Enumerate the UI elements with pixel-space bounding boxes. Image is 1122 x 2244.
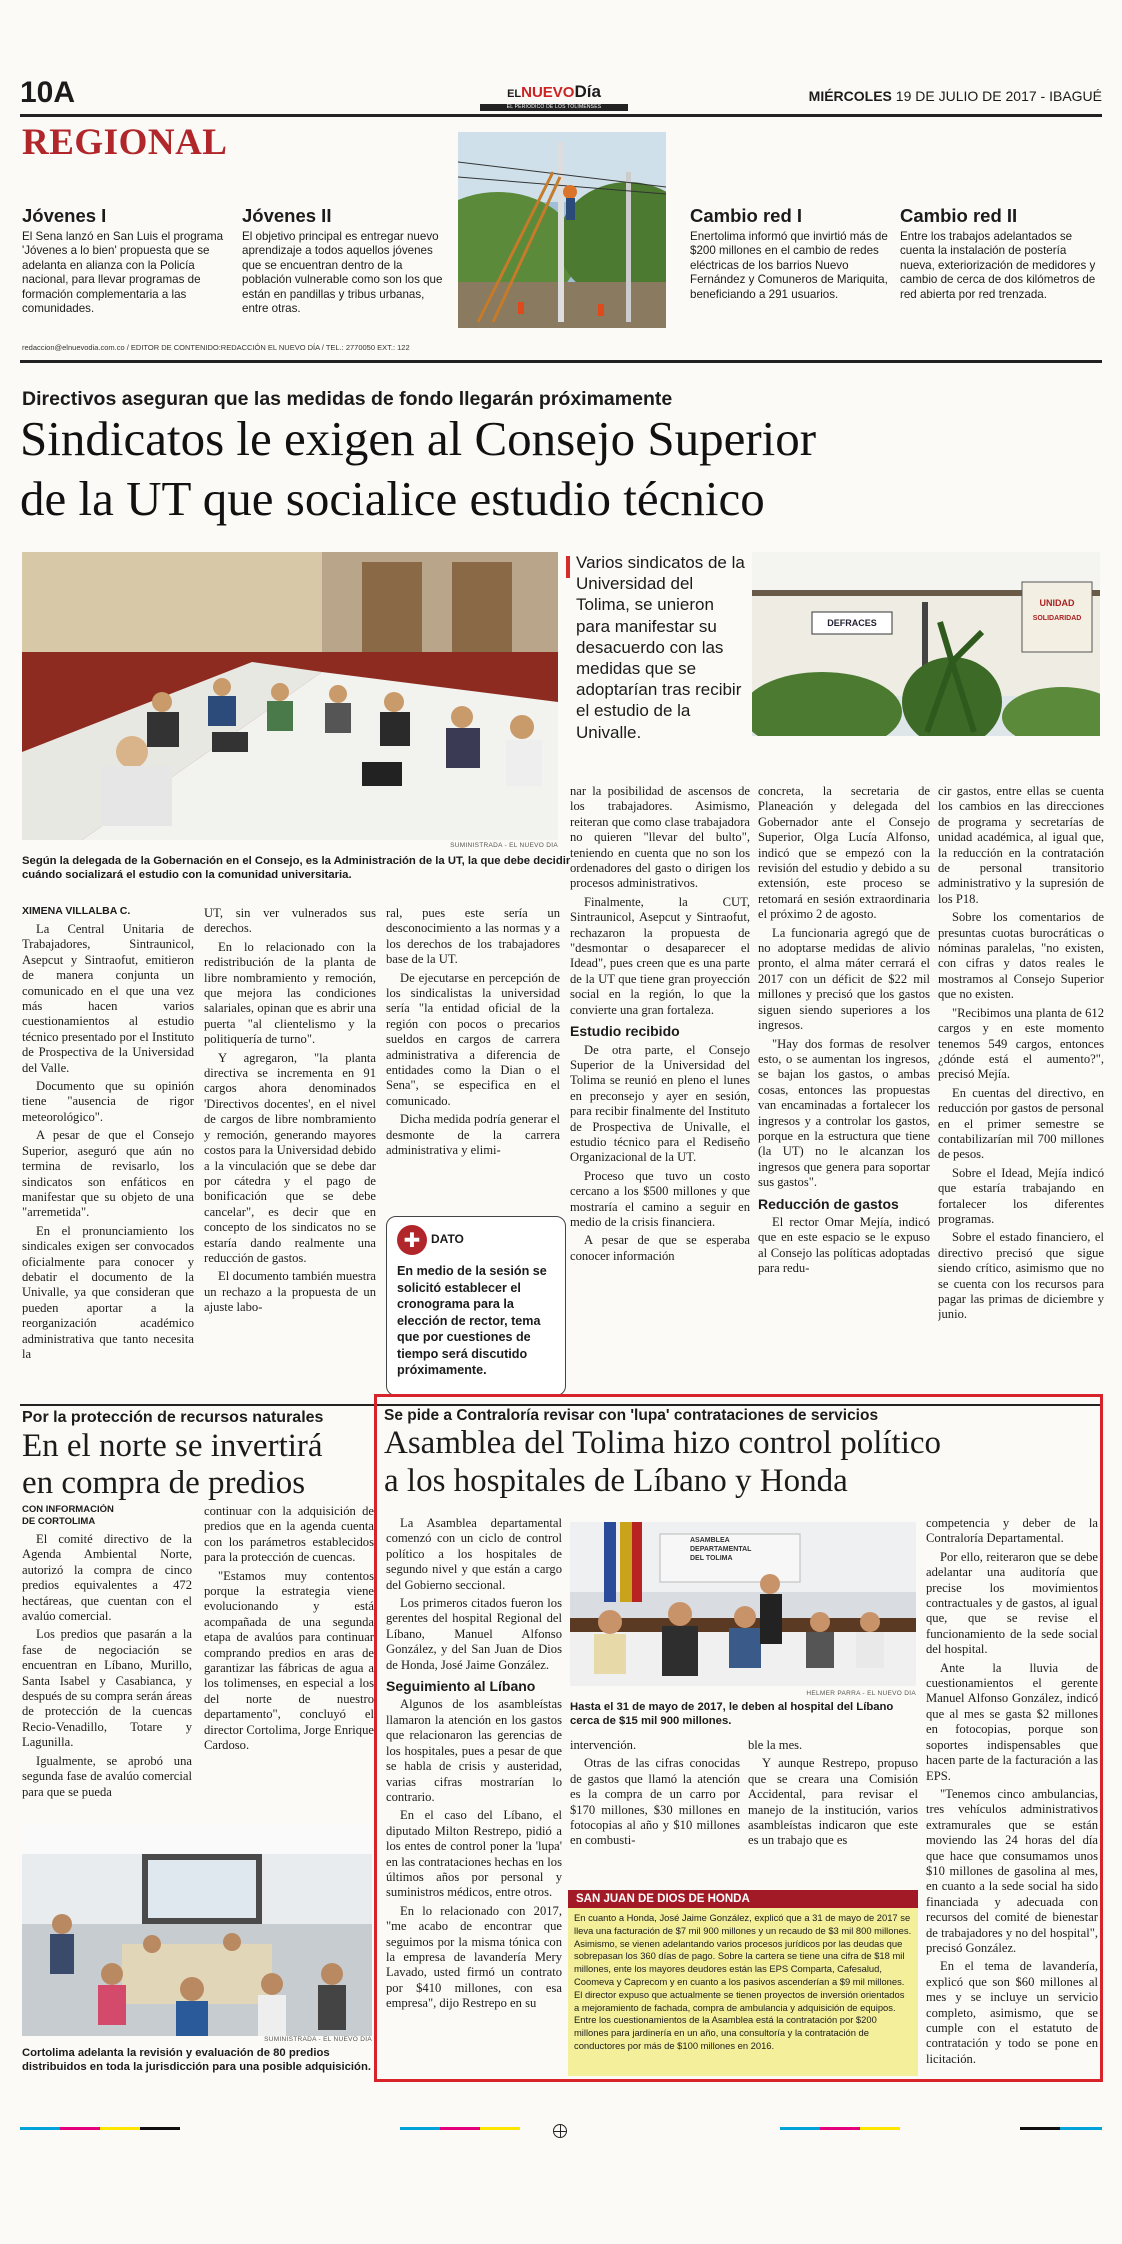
paragraph: intervención.	[570, 1738, 637, 1752]
paragraph: "Estamos muy contentos porque la estrategia viene evolucionando y está acompañada de una segunda etapa de avalúos para continuar comprando predios en aras de garantizar las fábricas de agua a los tolimenses, en especial a los del norte de nuestro departamento", concluyó el director Cortolima, Jorge Enrique Cardoso.	[204, 1568, 374, 1753]
paragraph: Sobre el estado financiero, el directivo precisó que sigue siendo crítico, asimismo que no se cuenta con los recursos para pagar las primas de diciembre y junio.	[938, 1230, 1104, 1322]
paragraph: La Central Unitaria de Trabajadores, Sintraunicol, Asepcut y Sintraofut, emitieron de manera conjunta un comunicado en el que una vez más hacen varios cuestionamientos al estudio técnico presentado por el Instituto de Prospectiva de la Universidad del Valle.	[22, 922, 194, 1075]
header-rule	[20, 114, 1102, 117]
paragraph: El documento también muestra un rechazo a la propuesta de un ajuste labo-	[204, 1269, 376, 1315]
paragraph: ral, pues este sería un desconocimiento a las normas y a los derechos de los trabajadores base de la UT.	[386, 906, 560, 967]
main-col-5	[758, 784, 930, 1404]
right-photo-credit: HÉLMER PARRA - EL NUEVO DÍA	[806, 1690, 916, 1697]
brief-title: Cambio red II	[900, 206, 1018, 226]
paragraph: ble la mes.	[748, 1738, 803, 1752]
paragraph: La Asamblea departamental comenzó con un ciclo de control político a los hospitales de segundo nivel y que están a cargo del Gobierno seccional.	[386, 1516, 562, 1592]
main-lead-bar	[566, 556, 570, 578]
paragraph: A pesar de que el Consejo Superior, aseguró que aún no termina de revisarlo, los sindicatos son enfáticos en manifestar que su objeto de una "arremetida".	[22, 1128, 194, 1220]
left-headline-line1: En el norte se invertirá	[22, 1428, 323, 1464]
left-byline	[22, 1504, 202, 1528]
paragraph: Documento que su opinión tiene "ausencia de rigor meteorológico".	[22, 1079, 194, 1124]
logo-nuevo: NUEVO	[521, 84, 575, 101]
paragraph: continuar con la adquisición de predios que en la agenda cuenta con los parámetros establecidos para la protección de cuencas.	[204, 1504, 374, 1565]
left-photo-caption: Cortolima adelanta la revisión y evaluación de 80 predios distribuidos en toda la jurisdicción para una posible adquisición.	[22, 2047, 372, 2073]
paragraph: En lo relacionado con la redistribución de la planta de libre nombramiento y remoción, que mejora las condiciones salariales, opinan que es abrir una puerta "al clientelismo y la politiquería de turno".	[204, 939, 376, 1047]
honda-box-title: SAN JUAN DE DIOS DE HONDA	[568, 1890, 918, 1908]
paragraph: Y aunque Restrepo, propuso que se creara una Comisión Accidental, para revisar el manejo de la institución, varios asambleístas indicaron que este es un trabajo que es	[748, 1756, 918, 1848]
main-headline	[20, 409, 1110, 533]
brief-title: Jóvenes I	[22, 206, 107, 226]
paragraph: cir gastos, entre ellas se cuenta los cambios en las direcciones de programa y secretarías de unidad académica, al igual que, la reducción en la contratación de personal transitorio administrativo y la supresión de los P18.	[938, 784, 1104, 906]
issue-date-text: 19 DE JULIO DE 2017 - IBAGUÉ	[895, 88, 1102, 104]
main-headline-line1: Sindicatos le exigen al Consejo Superior	[20, 411, 817, 466]
brief-text: Enertolima informó que invirtió más de $200 millones en el cambio de redes eléctricas de los barrios Nuevo Fernández y Comuneros de Mariquita, beneficiando a 291 usuarios.	[690, 230, 888, 301]
dato-label: DATO	[431, 1232, 464, 1246]
right-col-1	[386, 1516, 562, 2072]
registration-mark-icon	[553, 2124, 567, 2138]
paragraph: Proceso que tuvo un costo cercano a los $500 millones y que mostraría el camino a seguir en medio de la crisis financiera.	[570, 1168, 750, 1229]
masthead-logo	[480, 82, 628, 112]
right-headline-line2: a los hospitales de Líbano y Honda	[384, 1463, 848, 1499]
brief-cambio-red-1	[690, 206, 894, 336]
sign-solidaridad: SOLIDARIDAD	[1032, 615, 1082, 622]
council-meeting-photo	[22, 552, 558, 840]
honda-box	[568, 1890, 918, 2076]
left-byline-line1: CON INFORMACIÓN	[22, 1504, 114, 1515]
paragraph: En lo relacionado con 2017, "me acabo de encontrar que seguimos por la misma tónica con la empresa de lavandería Mery Lavado, usted firmó un contrato por $410 millones, con esa empresa", dijo Restrepo en su	[386, 1903, 562, 2011]
dato-box	[386, 1216, 566, 1396]
paragraph: En el caso del Líbano, el diputado Milton Restrepo, pidió a los entes de control poner la 'lupa' en las contrataciones hechas en los últimos años por personal y suministros médicos, entre otros.	[386, 1808, 562, 1900]
logo-tagline: EL PERIÓDICO DE LOS TOLIMENSES	[480, 104, 628, 111]
main-col-4	[570, 784, 750, 1404]
paragraph: nar la posibilidad de ascensos de los trabajadores. Asimismo, reiteran que como clase trabajadora no quieren "llevar del bulto", teniendo en cuenta que no son los ordenadores del gasto o dirigen los procesos administrativos.	[570, 784, 750, 891]
main-col-1	[22, 922, 194, 1404]
left-headline	[22, 1428, 378, 1502]
logo-dia: Día	[574, 82, 601, 101]
contact-line: redaccion@elnuevodia.com.co / EDITOR DE CONTENIDO:REDACCIÓN EL NUEVO DÍA / TEL.: 2770050 EXT.: 122	[22, 343, 410, 352]
paragraph: De otra parte, el Consejo Superior de la Universidad del Tolima se reunió en pleno el lunes en preconsejo y ayer en sesión, para recibir finalmente del Instituto de Prospectiva de Univalle, el estudio técnico para el Rediseño Organizacional de la UT.	[570, 1042, 750, 1165]
main-photo-credit: SUMINISTRADA - EL NUEVO DÍA	[450, 842, 558, 849]
paragraph: Finalmente, la CUT, Sintraunicol, Asepcut y Sintraofut, rechazaron la propuesta de "desmontar o desaparecer el Idead", pues creen que es una parte de la UT que tiene gran proyección social en la región, lo que la convierte una gran fortaleza.	[570, 894, 750, 1017]
brief-title: Cambio red I	[690, 206, 803, 226]
right-headline-line1: Asamblea del Tolima hizo control político	[384, 1425, 942, 1461]
paragraph: En el pronunciamiento los sindicales exigen ser convocados oficialmente para conocer y debatir el documento de la Univalle, ya que consideran que pueden aportar a la reorganización académico administrativa que tanto necesita la	[22, 1223, 194, 1361]
left-col-2	[204, 1504, 374, 1822]
main-headline-line2: de la UT que socialice estudio técnico	[20, 471, 765, 526]
main-col-2	[204, 906, 376, 1404]
subhead-reduccion-gastos: Reducción de gastos	[758, 1195, 899, 1212]
paragraph: Los predios que pasarán a la fase de negociación se encuentran en Líbano, Murillo, Santa Isabel y Casabianca, y después de su compra serán áreas de protección de la cuencas Recio-Venadillo, Totare y Lagunilla.	[22, 1627, 192, 1750]
dato-text: En medio de la sesión se solicitó establecer el cronograma para la elección de rector, tema que por cuestiones de tiempo será discutido próximamente.	[397, 1264, 547, 1377]
main-kicker: Directivos aseguran que las medidas de fondo llegarán próximamente	[22, 388, 673, 410]
paragraph: Igualmente, se aprobó una segunda fase de avalúo comercial para que se pueda	[22, 1753, 192, 1799]
honda-box-text: En cuanto a Honda, José Jaime González, explicó que a 31 de mayo de 2017 se lleva una facturación de $7 mil 900 millones y un recaudo de $3 mil 800 millones. Asimismo, se vienen adelantando varios procesos jurídicos por las deudas que sobrepasan los 360 días de pago. Sobre la cartera se tiene una cifra de $18 mil millones, ente los mayores deudores están las EPS Comparta, Cafesalud, Coomeva y Caprecom y en cuanto a los pasivos ascenderían a $9 mil millones. El director expuso que actualmente se tienen proyectos de inversión orientados a mejoramiento de fachada, compra de ambulancia y adquisición de equipos. Entre los cuestionamientos de la Asamblea está la contratación por $200 millones para jardinería en un año, una consultoría y la contratación de conductores por más de $100 millones en 2016.	[574, 1912, 912, 2051]
brief-title: Jóvenes II	[242, 206, 332, 226]
paragraph: El comité directivo de la Agenda Ambiental Norte, autorizó la compra de cinco predios equivalentes a 472 hectáreas, que cuentan con el avalúo comercial.	[22, 1532, 192, 1624]
paragraph: Dicha medida podría generar el desmonte de la carrera administrativa y elimi-	[386, 1112, 560, 1158]
paragraph: De ejecutarse en percepción de los sindicalistas la universidad sería "la entidad oficial de la región con pocos o precarios sueldos en cargos de carrera administrativa a diferencia de entidades como la Dian o el Sena", se especifica en el comunicado.	[386, 970, 560, 1108]
protest-banner-photo	[752, 552, 1100, 736]
section-title: REGIONAL	[22, 122, 228, 163]
paragraph: El rector Omar Mejía, indicó que en este espacio se le expuso al Consejo las políticas adoptadas para redu-	[758, 1214, 930, 1276]
cortolima-meeting-photo	[22, 1824, 372, 2036]
right-col-4	[926, 1516, 1098, 2076]
page-number: 10A	[20, 76, 76, 109]
section-rule	[20, 360, 1102, 363]
paragraph: En el tema de lavandería, explicó que son $60 millones al mes y se incluye un servicio completo, asimismo, que se cumple con el estatuto de contratación y todo se pone en licitación.	[926, 1959, 1098, 2066]
paragraph: Algunos de los asambleístas llamaron la atención en los gastos que relacionaron las gerencias de los hospitales, pues a pesar de que se habla de crisis y austeridad, varias cifras mostrarían lo contrario.	[386, 1697, 562, 1804]
paragraph: "Hay dos formas de resolver esto, o se aumentan los ingresos, se bajan los gastos, o ambas cosas, entonces las propuestas van encaminadas a fortalecer los ingresos y a controlar los gastos, porque en la estructura que tiene (la UT) no le alcanzan los ingresos que genera para soportar sus gastos".	[758, 1036, 930, 1190]
power-lines-photo	[458, 132, 666, 328]
paragraph: En cuentas del directivo, en reducción por gastos de personal en el primer semestre se contabilizarían mil 700 millones de pesos.	[938, 1085, 1104, 1162]
main-lead: Varios sindicatos de la Universidad del Tolima, se unieron para manifestar su desacuerdo con las medidas que se adoptarían tras recibir el estudio de la Univalle.	[576, 553, 745, 742]
brief-text: El Sena lanzó en San Luis el programa 'Jóvenes a lo bien' propuesta que se adelanta en alianza con la Policía nacional, para llevar programas de formación complementaria a las comunidades.	[22, 230, 224, 316]
right-col-3	[748, 1738, 918, 1898]
paragraph: La funcionaria agregó que de no adoptarse medidas de alivio pronto, el alma máter cerrará el 2017 con un déficit de $22 mil millones y precisó que los gastos siguen siendo superiores a los ingresos.	[758, 925, 930, 1033]
banner-line3: DEL TOLIMA	[690, 1555, 733, 1562]
paragraph: concreta, la secretaria de Planeación y delegada del Gobernador ante el Consejo Superior, Olga Lucía Alfonso, indicó que se empezó con la revisión del estudio y debido a su extensión, este proceso se retomará en sesión extraordinaria el próximo 2 de agosto.	[758, 784, 930, 922]
brief-text: Entre los trabajos adelantados se cuenta la instalación de postería nueva, exteriorización de medidores y cambio de cerca de dos kilómetros de red abierta por red trenzada.	[900, 230, 1096, 301]
logo-el: EL	[507, 88, 522, 100]
paragraph: Sobre los comentarios de presuntas cuotas burocráticas o nóminas paralelas, "no existen, con cifras y datos reales le mostramos al Consejo Superior que no existen.	[938, 910, 1104, 1002]
right-headline	[384, 1424, 1098, 1504]
paragraph: Ante la lluvia de cuestionamientos el gerente Manuel Alfonso González, indicó que al mes se gasta $2 millones en fotocopias, porque son soportes indispensables que hacen parte de la facturación a las EPS.	[926, 1660, 1098, 1783]
left-byline-line2: DE CORTOLIMA	[22, 1516, 96, 1527]
subhead-estudio-recibido: Estudio recibido	[570, 1023, 680, 1040]
issue-weekday: MIÉRCOLES	[808, 88, 892, 104]
main-col-3	[386, 906, 560, 1214]
brief-text: El objetivo principal es entregar nuevo aprendizaje a todos aquellos jóvenes que se encuentran dentro de la población vulnerable como son los que están en pandillas y tribus urbanas, entre otras.	[242, 230, 443, 316]
paragraph: Y agregaron, "la planta directiva se incrementa en 91 cargos ahora denominados 'Directivos docentes', en el nivel de cargos de libre nombramiento y remoción, generando mayores costos para la Universidad debido a la vinculación que se debe dar por cátedra y el pago de bonificación que se debe cancelar", es decir que en concepto de los sindicatos no se estaría dando realmente una reducción de gastos.	[204, 1050, 376, 1265]
assembly-session-photo	[570, 1522, 916, 1686]
banner-line1: ASAMBLEA	[690, 1537, 730, 1544]
right-col-2	[570, 1738, 740, 1898]
paragraph: "Tenemos cinco ambulancias, tres vehículos administrativos extramurales que se están moviendo las 24 horas del día que hace que consumamos unos $10 millones de gasolina al mes, en cuanto a la sede social ha sido financiada y adecuada con recursos del comité de bienestar de trabajadores y no del hospital", precisó González.	[926, 1786, 1098, 1955]
brief-jovenes-1	[22, 206, 238, 336]
banner-line2: DEPARTAMENTAL	[690, 1546, 752, 1553]
sign-defraces: DEFRACES	[827, 618, 877, 628]
sign-unidad: UNIDAD	[1039, 598, 1075, 608]
right-photo-caption: Hasta el 31 de mayo de 2017, le deben al hospital del Líbano cerca de $15 mil 900 millones.	[570, 1701, 894, 1727]
subhead-seguimiento-libano: Seguimiento al Líbano	[386, 1678, 536, 1695]
left-photo-credit: SUMINISTRADA - EL NUEVO DÍA	[264, 2036, 372, 2043]
main-col-6	[938, 784, 1104, 1404]
paragraph: Los primeros citados fueron los gerentes del hospital Regional del Líbano, Manuel Alfonso González, y del San Juan de Dios de Honda, José Jaime González.	[386, 1596, 562, 1672]
paragraph: Por ello, reiteraron que se debe adelantar una auditoría que precise los movimientos contractuales y de gastos, al igual que, que se revise el funcionamiento de la sede social del hospital.	[926, 1549, 1098, 1657]
dato-icon: ✚	[397, 1225, 427, 1255]
paragraph: "Recibimos una planta de 612 cargos y en este momento tenemos 549 cargos, entonces ¿dónde está el aumento?", precisó Mejía.	[938, 1005, 1104, 1082]
right-kicker: Se pide a Contraloría revisar con 'lupa' contrataciones de servicios	[384, 1407, 879, 1424]
brief-cambio-red-2	[900, 206, 1104, 336]
paragraph: Otras de las cifras conocidas de gastos que llamó la atención es la compra de un carro por $170 millones, $30 millones en fotocopias al año y $10 millones en combusti-	[570, 1756, 740, 1848]
issue-date	[760, 86, 1102, 106]
paragraph: UT, sin ver vulnerados sus derechos.	[204, 906, 376, 936]
main-photo-caption: Según la delegada de la Gobernación en el Consejo, es la Administración de la UT, la que debe decidir cuándo socializará el estudio con la comunidad universitaria.	[22, 855, 571, 881]
main-byline: XIMENA VILLALBA C.	[22, 905, 131, 917]
assembly-banner	[690, 1536, 794, 1580]
brief-jovenes-2	[242, 206, 450, 336]
paragraph: A pesar de que se esperaba conocer información	[570, 1233, 750, 1263]
paragraph: competencia y deber de la Contraloría Departamental.	[926, 1516, 1098, 1546]
paragraph: Sobre el Idead, Mejía indicó que estaría trabajando en fortalecer los diferentes programas.	[938, 1165, 1104, 1226]
left-headline-line2: en compra de predios	[22, 1465, 306, 1501]
left-kicker: Por la protección de recursos naturales	[22, 1409, 324, 1426]
left-col-1	[22, 1532, 192, 1822]
